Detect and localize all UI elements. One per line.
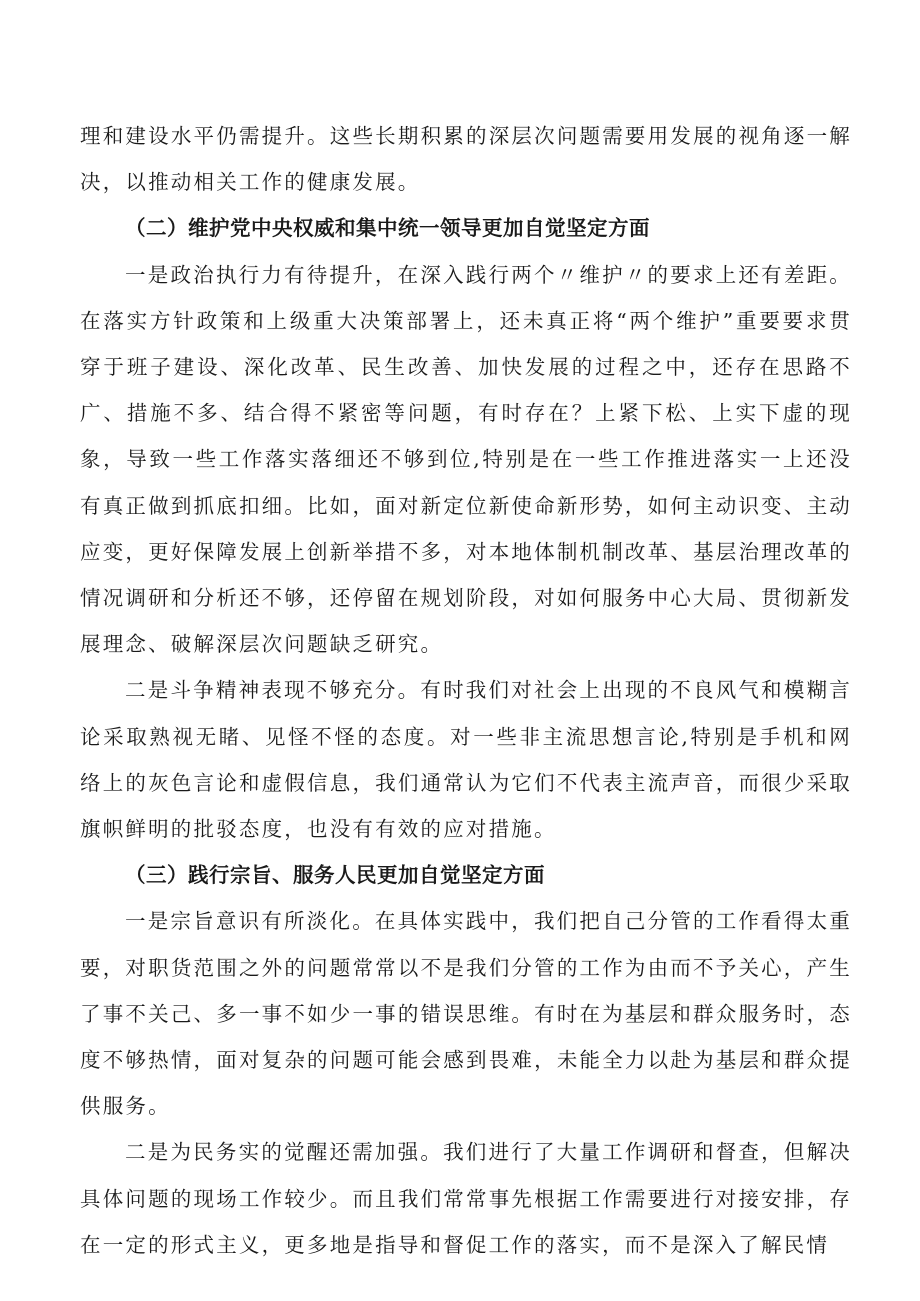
paragraph-pragmatic-awakening: 二是为民务实的觉醒还需加强。我们进行了大量工作调研和督查，但解决具体问题的现场工作较少。而且我们常常事先根据工作需要进行对接安排，存在一定的形式主义，更多地是指导和督促工作的落实，而不是深入了解民情 bbox=[80, 1140, 852, 1257]
paragraph-struggle-spirit: 二是斗争精神表现不够充分。有时我们对社会上出现的不良风气和模糊言论采取熟视无睹、见怪不怪的态度。对一些非主流思想言论,特别是手机和网络上的灰色言论和虚假信息，我们通常认为它们不代表主流声音，而很少采取旗帜鲜明的批驳态度，也没有有效的应对措施。 bbox=[80, 678, 852, 842]
paragraph-continuation: 理和建设水平仍需提升。这些长期积累的深层次问题需要用发展的视角逐一解决，以推动相关工作的健康发展。 bbox=[80, 124, 852, 195]
paragraph-purpose-awareness: 一是宗旨意识有所淡化。在具体实践中，我们把自己分管的工作看得太重要，对职货范围之外的问题常常以不是我们分管的工作为由而不予关心，产生了事不关己、多一事不如少一事的错误思维。有时在为基层和群众服务时，态度不够热情，面对复杂的问题可能会感到畏难，未能全力以赴为基层和群众提供服务。 bbox=[80, 909, 852, 1119]
document-body bbox=[80, 113, 852, 1268]
section-heading-3: （三）践行宗旨、服务人民更加自觉坚定方面 bbox=[125, 863, 545, 888]
section-heading-2: （二）维护党中央权威和集中统一领导更加自觉坚定方面 bbox=[125, 216, 650, 241]
paragraph-political-execution: 一是政治执行力有待提升，在深入践行两个〃维护〃的要求上还有差距。在落实方针政策和上级重大决策部署上，还未真正将“两个维护”重要要求贯穿于班子建设、深化改革、民生改善、加快发展的过程之中，还存在思路不广、措施不多、结合得不紧密等问题，有时存在？上紧下松、上实下虚的现象，导致一些工作落实落细还不够到位,特别是在一些工作推进落实一上还没有真正做到抓底扣细。比如，面对新定位新使命新形势，如何主动识变、主动应变，更好保障发展上创新举措不多，对本地体制机制改革、基层治理改革的情况调研和分析还不够，还停留在规划阶段，对如何服务中心大局、贯彻新发展理念、破解深层次问题缺乏研究。 bbox=[80, 262, 852, 657]
